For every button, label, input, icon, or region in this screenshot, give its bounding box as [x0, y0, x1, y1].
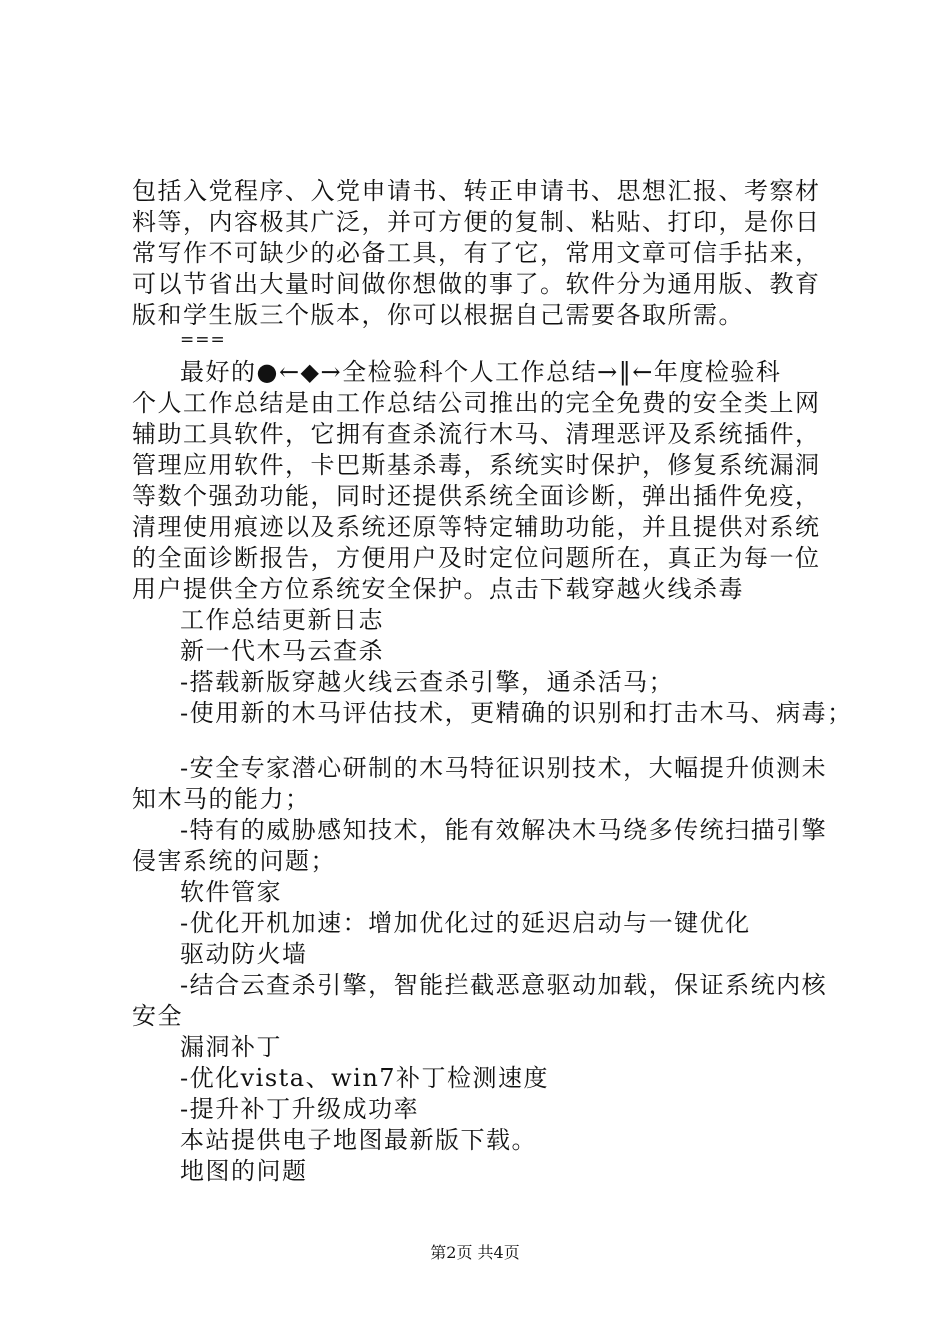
text-line: 安全 — [132, 1002, 183, 1030]
section-heading: 漏洞补丁 — [180, 1033, 282, 1061]
document-body — [132, 176, 853, 1187]
text-line: 辅助工具软件，它拥有查杀流行木马、清理恶评及系统插件， — [132, 420, 821, 448]
text-line: 可以节省出大量时间做你想做的事了。软件分为通用版、教育 — [132, 270, 821, 298]
text-line: 地图的问题 — [180, 1157, 308, 1185]
list-item: -提升补丁升级成功率 — [180, 1095, 420, 1123]
list-item: -结合云查杀引擎，智能拦截恶意驱动加载，保证系统内核 — [180, 971, 828, 999]
text-line: 用户提供全方位系统安全保护。点击下载穿越火线杀毒 — [132, 575, 744, 603]
list-item: -搭载新版穿越火线云查杀引擎，通杀活马； — [180, 668, 675, 696]
text-line: 版和学生版三个版本，你可以根据自己需要各取所需。 — [132, 301, 744, 329]
text-line: 知木马的能力； — [132, 785, 311, 813]
text-line: 个人工作总结是由工作总结公司推出的完全免费的安全类上网 — [132, 389, 821, 417]
text-line: 等数个强劲功能，同时还提供系统全面诊断，弹出插件免疫， — [132, 482, 821, 510]
list-item: -特有的威胁感知技术，能有效解决木马绕多传统扫描引擎 — [180, 816, 828, 844]
list-item: -安全专家潜心研制的木马特征识别技术，大幅提升侦测未 — [180, 754, 828, 782]
section-heading: 软件管家 — [180, 878, 282, 906]
page-footer — [0, 1241, 950, 1265]
section-heading: 新一代木马云查杀 — [180, 637, 384, 665]
text-line: 料等，内容极其广泛，并可方便的复制、粘贴、打印，是你日 — [132, 208, 821, 236]
text-line: 包括入党程序、入党申请书、转正申请书、思想汇报、考察材 — [132, 177, 821, 205]
list-item: -使用新的木马评估技术，更精确的识别和打击木马、病毒； — [180, 699, 853, 727]
separator-line: === — [180, 330, 226, 350]
text-line: 常写作不可缺少的必备工具，有了它，常用文章可信手拈来， — [132, 239, 821, 267]
list-item: -优化开机加速：增加优化过的延迟启动与一键优化 — [180, 909, 751, 937]
blank-line — [132, 729, 832, 753]
text-line: 最好的●←◆→全检验科个人工作总结→‖←年度检验科 — [180, 358, 782, 386]
text-line: 本站提供电子地图最新版下载。 — [180, 1126, 537, 1154]
text-line: 管理应用软件，卡巴斯基杀毒，系统实时保护，修复系统漏洞 — [132, 451, 821, 479]
text-line: 的全面诊断报告，方便用户及时定位问题所在，真正为每一位 — [132, 544, 821, 572]
text-line: 清理使用痕迹以及系统还原等特定辅助功能，并且提供对系统 — [132, 513, 821, 541]
section-heading: 工作总结更新日志 — [180, 606, 384, 634]
text-line: 侵害系统的问题； — [132, 847, 336, 875]
section-heading: 驱动防火墙 — [180, 940, 308, 968]
list-item: -优化vista、win7补丁检测速度 — [180, 1064, 550, 1092]
page-number: 第2页 共4页 — [430, 1243, 520, 1262]
